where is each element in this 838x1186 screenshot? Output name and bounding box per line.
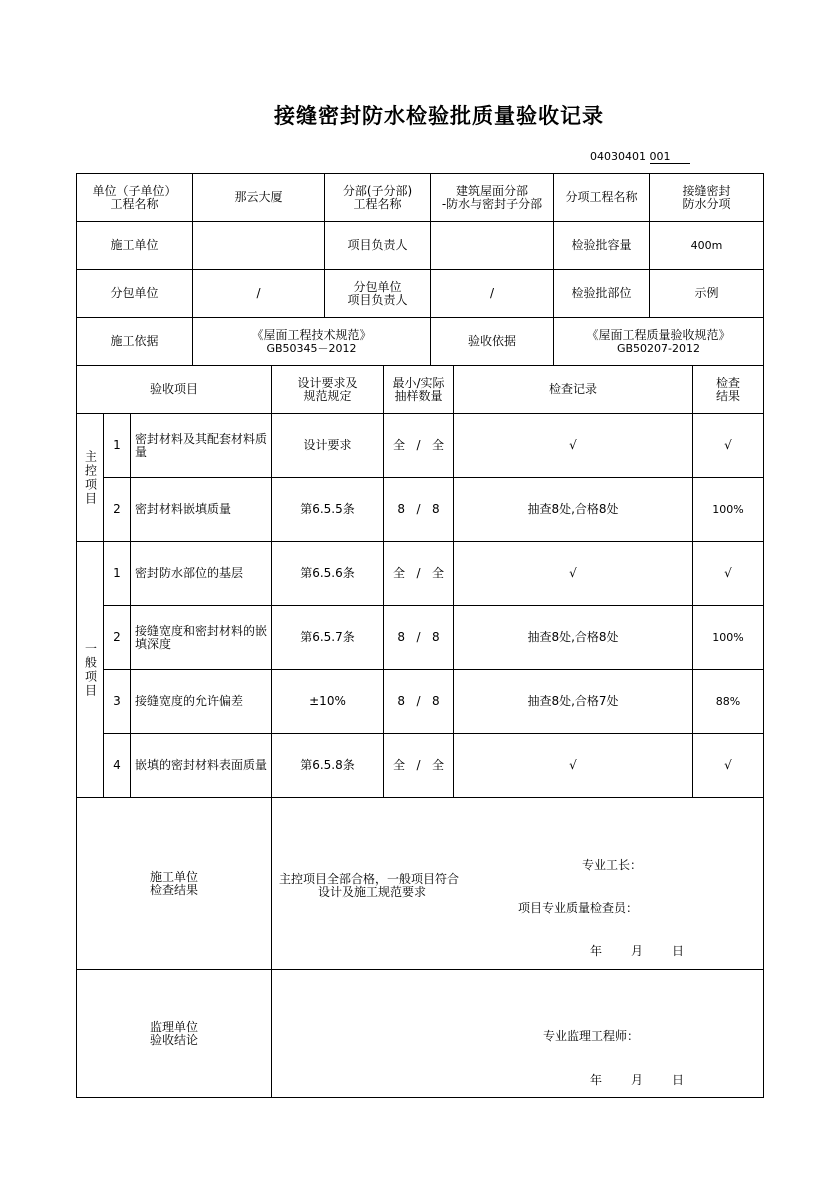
doc-no-suffix: 001 bbox=[650, 150, 690, 164]
item-result: √ bbox=[724, 758, 732, 772]
construction-conclusion-line-2: 设计及施工规范要求 bbox=[318, 885, 427, 899]
item-requirement: 第6.5.5条 bbox=[300, 502, 355, 516]
construction-basis-label: 施工依据 bbox=[110, 334, 159, 348]
doc-no-prefix: 04030401 bbox=[590, 150, 646, 163]
foreman-signature-label: 专业工长： bbox=[582, 858, 643, 872]
item-number: 3 bbox=[113, 694, 121, 708]
col-header-item: 验收项目 bbox=[149, 382, 198, 396]
item-requirement: ±10% bbox=[309, 694, 346, 708]
col-header-requirement: 设计要求及 规范规定 bbox=[297, 375, 358, 403]
item-sample: 全 / 全 bbox=[393, 438, 444, 452]
supervising-engineer-signature-label: 专业监理工程师： bbox=[543, 1029, 640, 1043]
item-number: 1 bbox=[113, 438, 121, 452]
item-number: 4 bbox=[113, 758, 121, 772]
batch-location-label: 检验批部位 bbox=[571, 286, 632, 300]
batch-location-value: 示例 bbox=[694, 286, 719, 300]
construction-basis-value: 《屋面工程技术规范》 GB50345－2012 bbox=[251, 327, 372, 355]
batch-capacity-label: 检验批容量 bbox=[571, 238, 632, 252]
unit-project-name-value: 那云大厦 bbox=[234, 190, 283, 204]
item-name: 密封材料嵌填质量 bbox=[135, 502, 232, 516]
quality-inspector-signature-label: 项目专业质量检查员： bbox=[518, 901, 639, 915]
item-result: √ bbox=[724, 438, 732, 452]
item-record: 抽查8处,合格8处 bbox=[527, 502, 619, 516]
construction-date-day: 日 bbox=[672, 944, 685, 958]
item-record: √ bbox=[569, 758, 577, 772]
item-requirement: 第6.5.6条 bbox=[300, 566, 355, 580]
item-name: 密封防水部位的基层 bbox=[135, 566, 244, 580]
item-requirement: 第6.5.8条 bbox=[300, 758, 355, 772]
subitem-name-label: 分项工程名称 bbox=[565, 190, 638, 204]
item-name: 接缝宽度的允许偏差 bbox=[135, 694, 244, 708]
item-result: √ bbox=[724, 566, 732, 580]
construction-unit-label: 施工单位 bbox=[110, 238, 159, 252]
item-requirement: 设计要求 bbox=[303, 438, 352, 452]
item-result: 100% bbox=[712, 503, 744, 516]
construction-date-year: 年 bbox=[590, 944, 603, 958]
main-control-group-label: 主控项目 bbox=[83, 449, 98, 506]
item-record: √ bbox=[569, 566, 577, 580]
item-number: 2 bbox=[113, 502, 121, 516]
item-sample: 全 / 全 bbox=[393, 566, 444, 580]
item-number: 1 bbox=[113, 566, 121, 580]
item-name: 接缝宽度和密封材料的嵌填深度 bbox=[135, 623, 268, 651]
supervision-date-year: 年 bbox=[590, 1073, 603, 1087]
supervision-date-month: 月 bbox=[631, 1073, 644, 1087]
general-group-label: 一般项目 bbox=[83, 641, 98, 698]
item-sample: 8 / 8 bbox=[397, 502, 440, 516]
item-sample: 8 / 8 bbox=[397, 630, 440, 644]
document-number bbox=[590, 150, 690, 164]
item-sample: 8 / 8 bbox=[397, 694, 440, 708]
acceptance-basis-label: 验收依据 bbox=[467, 334, 516, 348]
item-requirement: 第6.5.7条 bbox=[300, 630, 355, 644]
division-project-name-value: 建筑屋面分部 -防水与密封子分部 bbox=[441, 183, 543, 211]
item-record: 抽查8处,合格8处 bbox=[527, 630, 619, 644]
project-manager-value bbox=[431, 222, 553, 269]
sub-project-manager-value: / bbox=[489, 286, 495, 300]
page-title: 接缝密封防水检验批质量验收记录 bbox=[274, 104, 604, 128]
supervision-conclusion-label: 监理单位 验收结论 bbox=[149, 1019, 198, 1047]
construction-unit-value bbox=[193, 222, 324, 269]
item-sample: 全 / 全 bbox=[393, 758, 444, 772]
unit-project-name-label: 单位（子单位） 工程名称 bbox=[92, 183, 177, 211]
sub-project-manager-label: 分包单位 项目负责人 bbox=[347, 279, 408, 307]
subitem-name-value: 接缝密封 防水分项 bbox=[682, 183, 731, 211]
division-project-name-label: 分部(子分部) 工程名称 bbox=[342, 183, 413, 211]
construction-conclusion-line-1: 主控项目全部合格，一般项目符合 bbox=[279, 872, 460, 886]
construction-date-month: 月 bbox=[631, 944, 644, 958]
acceptance-basis-value: 《屋面工程质量验收规范》 GB50207-2012 bbox=[586, 327, 731, 355]
item-record: √ bbox=[569, 438, 577, 452]
construction-check-label: 施工单位 检查结果 bbox=[149, 869, 198, 897]
item-result: 88% bbox=[715, 695, 741, 708]
col-header-sample: 最小/实际 抽样数量 bbox=[392, 375, 445, 403]
subcontractor-value: / bbox=[256, 286, 261, 300]
col-header-result: 检查 结果 bbox=[715, 375, 740, 403]
supervision-date-day: 日 bbox=[672, 1073, 685, 1087]
item-name: 嵌填的密封材料表面质量 bbox=[135, 758, 268, 772]
item-number: 2 bbox=[113, 630, 121, 644]
item-name: 密封材料及其配套材料质量 bbox=[135, 431, 268, 459]
subcontractor-label: 分包单位 bbox=[110, 286, 159, 300]
item-result: 100% bbox=[712, 631, 744, 644]
batch-capacity-value: 400m bbox=[690, 239, 723, 252]
project-manager-label: 项目负责人 bbox=[347, 238, 408, 252]
col-header-record: 检查记录 bbox=[548, 382, 597, 396]
item-record: 抽查8处,合格7处 bbox=[527, 694, 619, 708]
